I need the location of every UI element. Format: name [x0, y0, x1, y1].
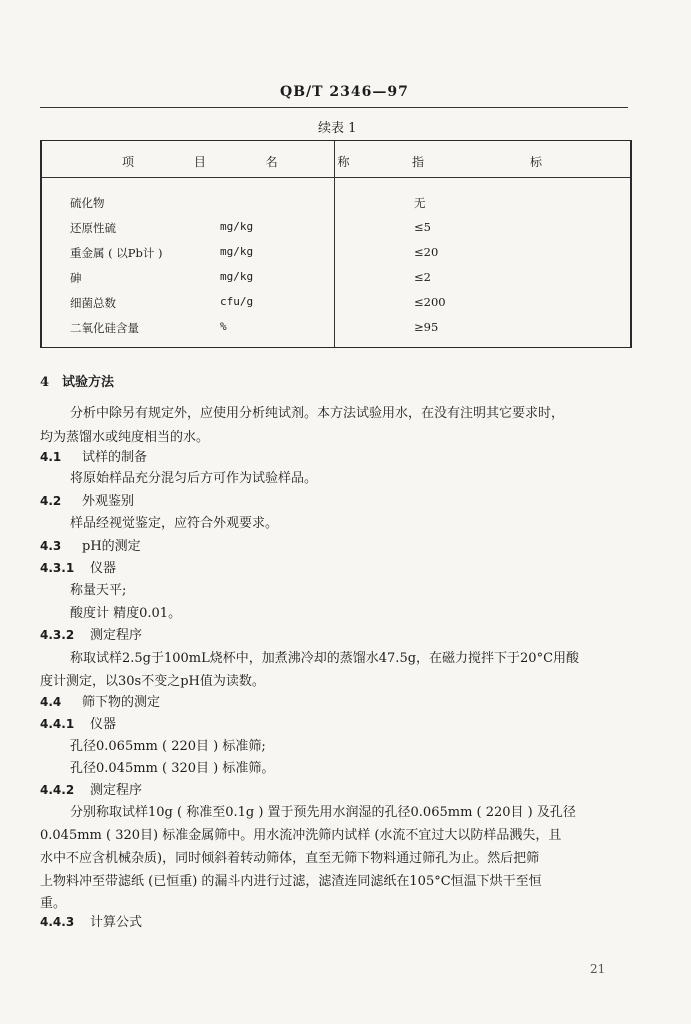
paragraph-line: 度计测定，以30s不变之pH值为读数。	[40, 674, 265, 689]
table-row	[42, 195, 630, 221]
paragraph-line: 均为蒸馏水或纯度相当的水。	[40, 430, 210, 445]
section-title: 筛下物的测定	[82, 695, 161, 710]
section-title: 仪器	[90, 561, 117, 576]
section-number: 4.4	[40, 695, 62, 709]
column-header-index: 指	[412, 155, 425, 169]
table-row	[42, 295, 630, 321]
paragraph-line: 称取试样2.5g于100mL烧杯中，加煮沸冷却的蒸馏水47.5g，在磁力搅拌下于20°C用酸	[70, 651, 580, 666]
section-number: 4.4.2	[40, 783, 75, 797]
table-caption: 续表 1	[318, 121, 357, 136]
header-rule	[40, 107, 628, 108]
paragraph-line: 孔径0.045mm ( 320目 ) 标准筛。	[70, 761, 275, 776]
section-4-4-3-heading	[40, 911, 142, 930]
header-divider	[42, 177, 630, 178]
section-title: 试样的制备	[82, 450, 148, 465]
section-number: 4	[40, 375, 50, 390]
row-value: ≤20	[414, 245, 439, 259]
section-4-3-2-heading	[40, 624, 142, 643]
column-header-index-2: 标	[530, 155, 543, 169]
section-title: 测定程序	[90, 628, 143, 643]
row-name: 硫化物	[70, 196, 105, 210]
section-4-1-heading	[40, 446, 147, 465]
section-title: pH的测定	[82, 539, 141, 554]
row-name: 重金属 ( 以Pb计 )	[70, 246, 163, 260]
row-value: ≥95	[414, 320, 439, 334]
table-row	[42, 245, 630, 271]
page-number: 21	[590, 962, 606, 976]
section-number: 4.4.3	[40, 915, 75, 929]
row-unit: cfu/g	[220, 295, 254, 308]
paragraph-line: 孔径0.065mm ( 220目 ) 标准筛;	[70, 739, 266, 754]
spec-table	[40, 140, 632, 348]
row-unit: mg/kg	[220, 220, 254, 233]
section-number: 4.3.2	[40, 628, 75, 642]
paragraph-line: 样品经视觉鉴定，应符合外观要求。	[70, 516, 279, 531]
row-value: ≤200	[414, 295, 446, 309]
row-name: 二氧化硅含量	[70, 321, 139, 335]
section-title: 试验方法	[62, 375, 115, 390]
section-title: 仪器	[90, 717, 117, 732]
paragraph-line: 酸度计 精度0.01。	[70, 606, 182, 621]
row-value: 无	[414, 196, 426, 210]
paragraph-line: 0.045mm ( 320目) 标准金属筛中。用水流冲洗筛内试样 (水流不宜过大以防样品溅失，且	[40, 828, 562, 843]
standard-code: QB/T 2346—97	[280, 84, 409, 100]
row-value: ≤5	[414, 220, 431, 234]
section-4-4-2-heading	[40, 779, 142, 798]
row-value: ≤2	[414, 270, 431, 284]
paragraph-line: 上物料冲至带滤纸 (已恒重) 的漏斗内进行过滤，滤渣连同滤纸在105°C恒温下烘干至恒	[40, 874, 542, 889]
section-title: 测定程序	[90, 783, 143, 798]
section-4-3-1-heading	[40, 557, 116, 576]
table-row	[42, 220, 630, 246]
section-4-2-heading	[40, 490, 134, 509]
section-number: 4.3.1	[40, 561, 75, 575]
section-number: 4.2	[40, 494, 62, 508]
section-4-4-heading	[40, 691, 160, 710]
row-name: 砷	[70, 271, 82, 285]
section-number: 4.1	[40, 450, 62, 464]
row-unit: %	[220, 320, 227, 333]
section-4-heading	[40, 371, 114, 390]
table-row	[42, 320, 630, 346]
section-title: 计算公式	[90, 915, 143, 930]
paragraph-line: 重。	[40, 896, 67, 911]
paragraph-line: 称量天平;	[70, 583, 127, 598]
section-number: 4.4.1	[40, 717, 75, 731]
column-header-item-name: 项 目 名 称	[122, 155, 378, 169]
section-number: 4.3	[40, 539, 62, 553]
table-row	[42, 270, 630, 296]
section-4-3-heading	[40, 535, 141, 554]
paragraph-line: 分析中除另有规定外，应使用分析纯试剂。本方法试验用水，在没有注明其它要求时，	[70, 406, 565, 421]
paragraph-line: 分别称取试样10g ( 称准至0.1g ) 置于预先用水润湿的孔径0.065mm ( 220目 ) 及孔径	[70, 805, 576, 820]
paragraph-line: 将原始样品充分混匀后方可作为试验样品。	[70, 471, 318, 486]
section-title: 外观鉴别	[82, 494, 135, 509]
row-name: 细菌总数	[70, 296, 116, 310]
row-name: 还原性硫	[70, 221, 116, 235]
row-unit: mg/kg	[220, 270, 254, 283]
section-4-4-1-heading	[40, 713, 116, 732]
paragraph-line: 水中不应含机械杂质)，同时倾斜着转动筛体，直至无筛下物料通过筛孔为止。然后把筛	[40, 851, 540, 866]
row-unit: mg/kg	[220, 245, 254, 258]
